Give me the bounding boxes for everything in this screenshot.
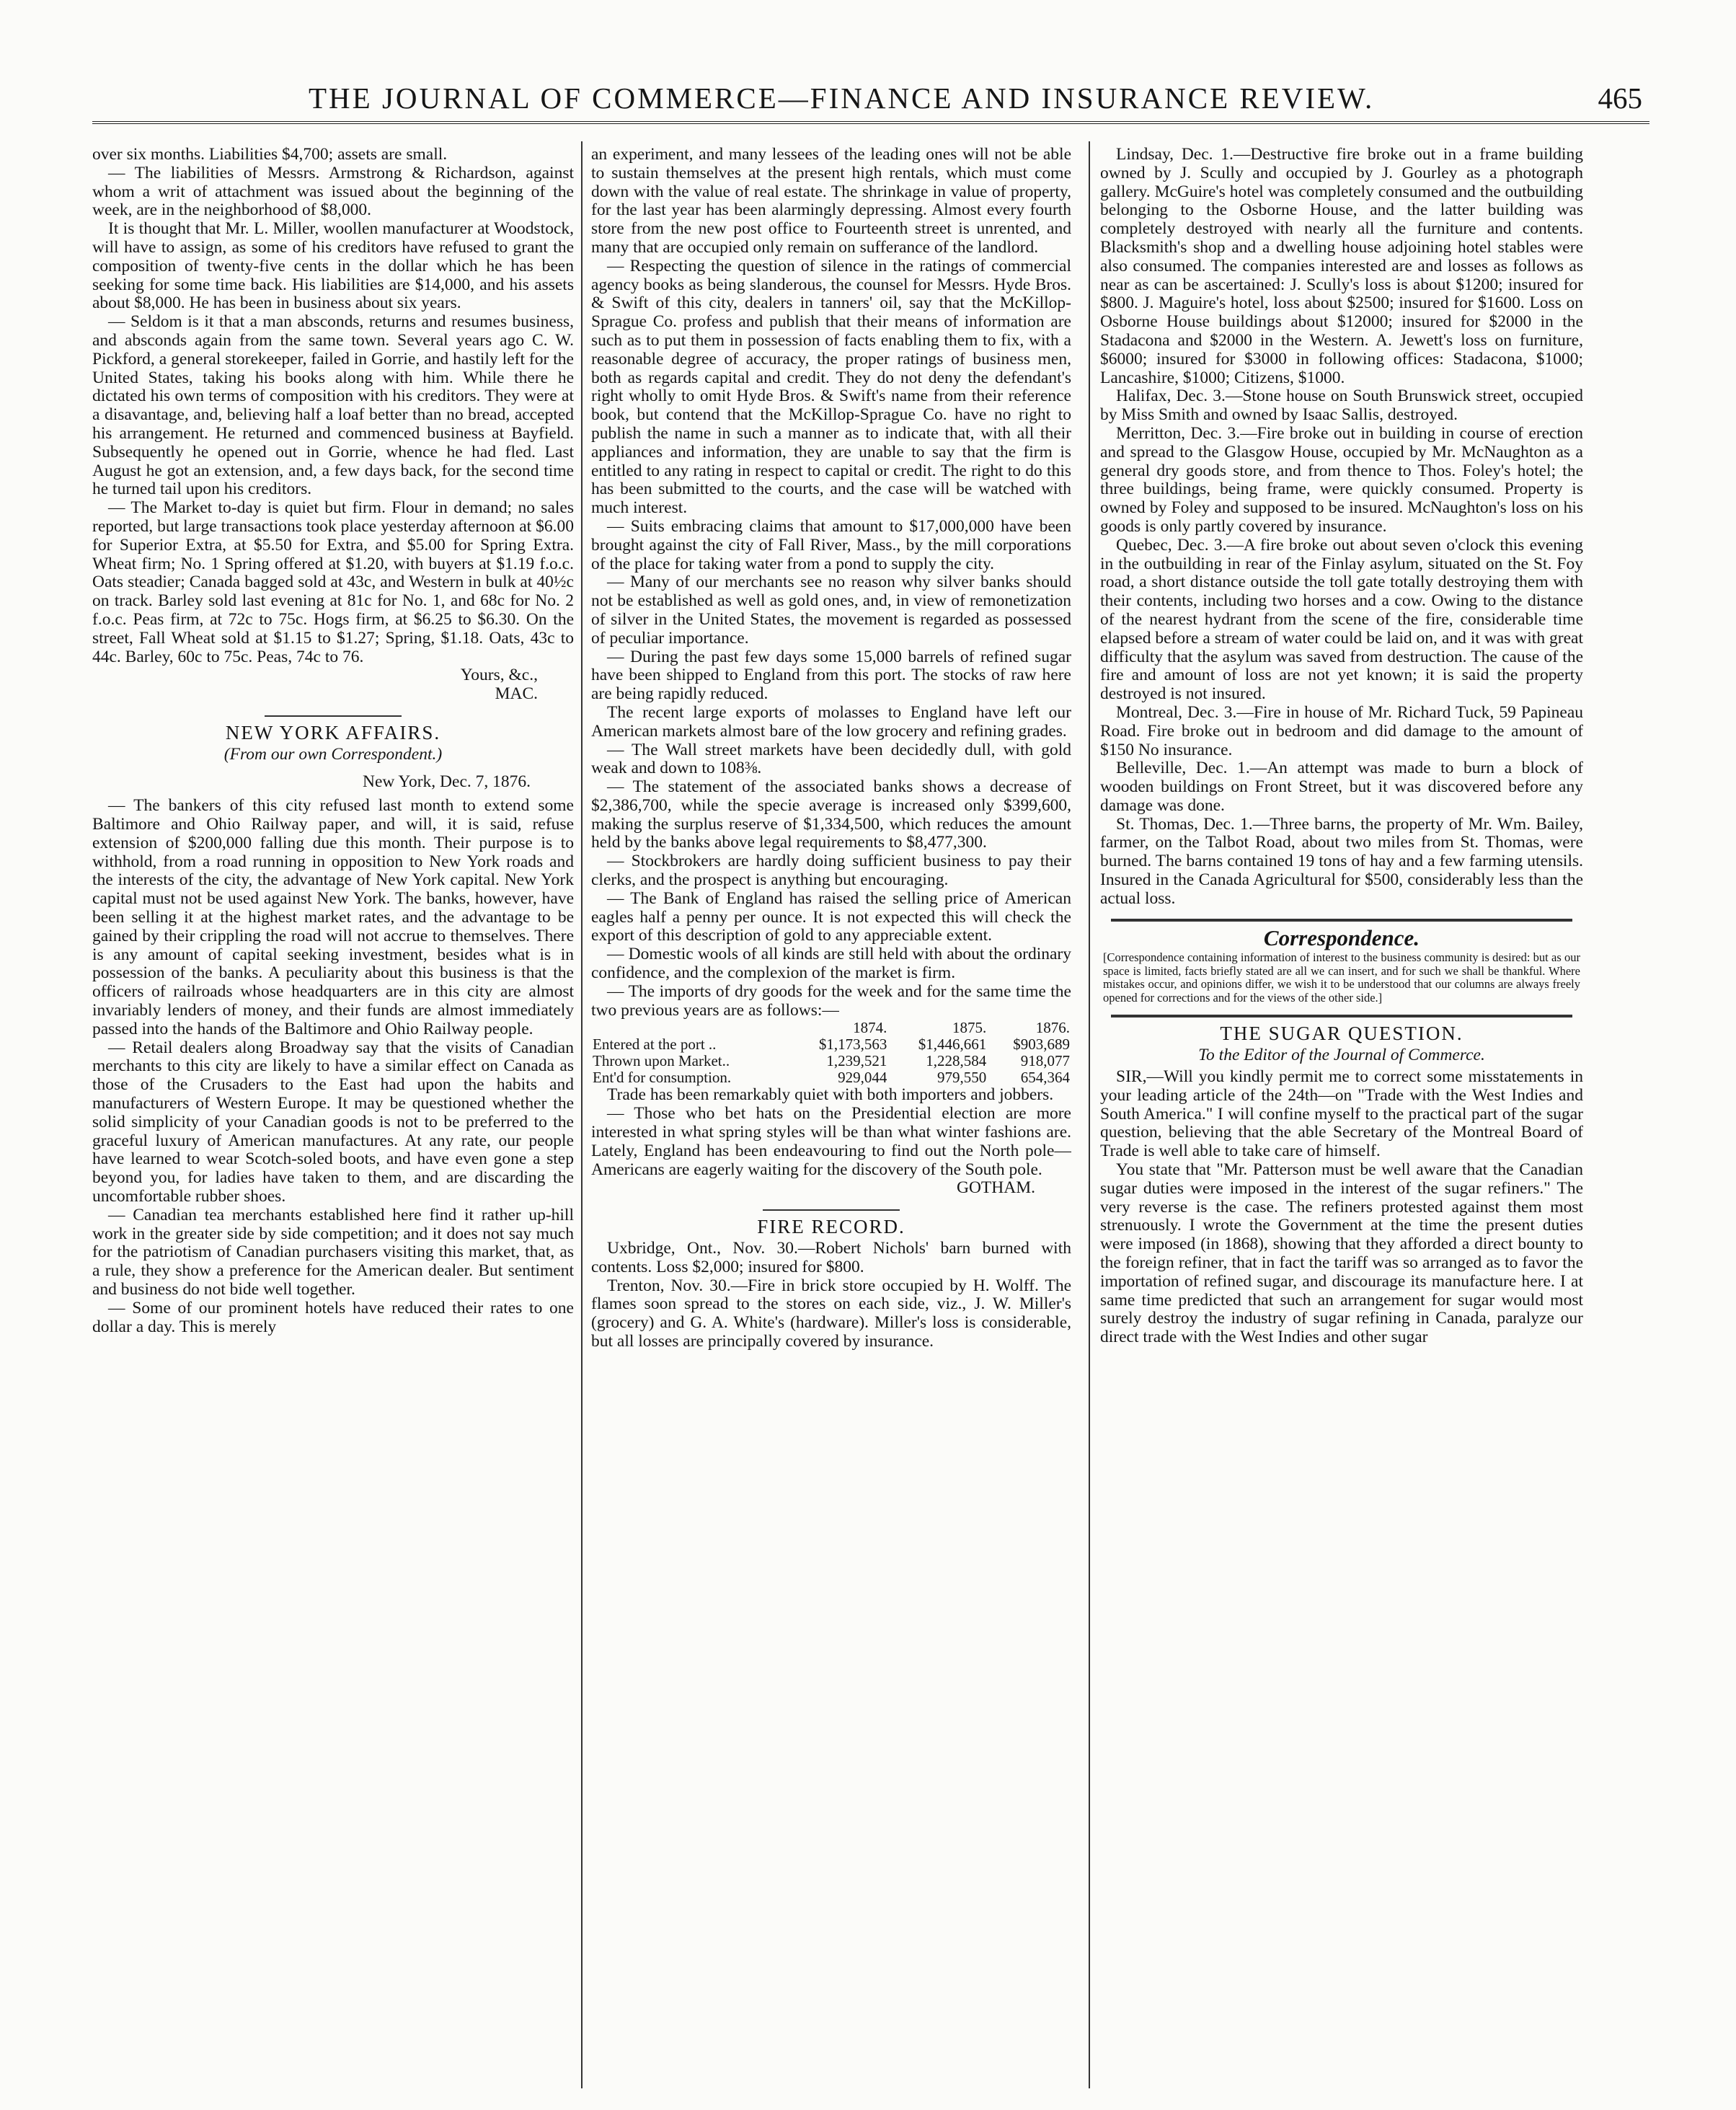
section-divider — [1111, 919, 1572, 922]
paragraph: an experiment, and many lessees of the leading ones will not be able to sustain themselves at the present high rentals, which must come down with the value of real estate. The shrinkage in value of property, for the last year has been alarmingly depressing. Almost every fourth store from the new post office to Fourteenth street is unrented, and many that are occupied only remain on sufferance of the landlord. — [591, 146, 1071, 257]
row-label: Entered at the port .. — [593, 1036, 717, 1054]
column-header: 1874. — [853, 1019, 887, 1037]
paragraph: — Canadian tea merchants established here find it rather up-hill work in the greater side by side competition; and it does not say much for the patriotism of Canadian purchasers visiting this market, that, as a rule, they show a preference for the American dealer. But sentiment and business do not bide well together. — [92, 1205, 574, 1299]
dateline: New York, Dec. 7, 1876. — [362, 772, 531, 791]
section-heading-new-york: NEW YORK AFFAIRS. — [225, 721, 441, 743]
market-report: — The Market to-day is quiet but firm. Flour in demand; no sales reported, but large transactions took place yesterday afternoon at $6.00 for Superior Extra, at $5.50 for Extra, and $5.00 for Spring Extra. Wheat firm; No. 1 Spring offered at $1.20, with buyers at $1.19 f.o.c. Oats steadier; Canada bagged sold at 43c, and Western in bulk at 40½c on track. Barley sold last evening at 81c for No. 1, and 68c for No. 2 f.o.c. Peas firm, at 72c to 75c. Hogs firm, at $6.25 to $6.30. On the street, Fall Wheat sold at $1.15 to $1.27; Spring, $1.18. Oats, 43c to 44c. Barley, 60c to 75c. Peas, 74c to 76. — [92, 498, 574, 666]
section-heading-sugar-question: THE SUGAR QUESTION. — [1220, 1023, 1463, 1045]
paragraph: — Retail dealers along Broadway say that the visits of Canadian merchants to this city are likely to have a similar effect on Canada as those of the Crusaders to the East had upon the habits and manufacturers of Western Europe. It may be questioned whether the solid simplicity of your Canadian goods is not to be preferred to the graceful luxury of American manufactures. At any rate, our people have learned to wear Scotch-soled boots, and have even gone a step beyond you, for ladies have taken to them, and are discarding the uncomfortable rubber shoes. — [92, 1038, 574, 1206]
fire-entry: Merritton, Dec. 3.—Fire broke out in building in course of erection and spread to the Glasgow House, occupied by Mr. McNaughton as a general dry goods store, and from thence to Thos. Foley's hotel; the three buildings, being frame, were quickly consumed. Property is owned by Foley and supposed to be insured. McNaughton's loss on his goods is only partly covered by insurance. — [1100, 423, 1583, 536]
column-rule — [1089, 141, 1090, 2088]
paragraph: — Some of our prominent hotels have reduced their rates to one dollar a day. This is merely — [92, 1298, 574, 1336]
paragraph: over six months. Liabilities $4,700; assets are small. — [92, 146, 448, 164]
table-row — [591, 1036, 1071, 1053]
paragraph: — Respecting the question of silence in the ratings of commercial agency books as being slanderous, the counsel for Messrs. Hyde Bros. & Swift of this city, dealers in tanners' oil, say that the McKillop-Sprague Co. profess and publish that their means of information are such as to put them in possession of facts enabling them to fix, with a reasonable degree of accuracy, the proper ratings of business men, both as regards capital and credit. They do not deny the defendant's right wholly to omit Hyde Bros. & Swift's name from their reference book, but contend that the McKillop-Sprague Co. have no right to publish the name in such a manner as to indicate that, with all their appliances and information, they are unable to say that the firm is entitled to any rating in respect to capital or credit. The right to do this has been submitted to the courts, and the case will be watched with much interest. — [591, 256, 1071, 518]
fire-entry: Belleville, Dec. 1.—An attempt was made to burn a block of wooden buildings on Front Street, but it was discovered before any damage was done. — [1100, 759, 1583, 815]
fire-entry: Uxbridge, Ont., Nov. 30.—Robert Nichols' barn burned with contents. Loss $2,000; insured for $800. — [591, 1239, 1071, 1276]
row-label: Ent'd for consumption. — [593, 1069, 732, 1087]
dry-goods-table — [591, 1020, 1071, 1086]
paragraph: Trade has been remarkably quiet with both importers and jobbers. — [607, 1085, 1054, 1105]
table-row — [591, 1069, 1071, 1086]
journal-title: THE JOURNAL OF COMMERCE—FINANCE AND INSURANCE REVIEW. — [309, 81, 1375, 115]
table-cell: 929,044 — [838, 1069, 887, 1087]
section-heading-fire-record: FIRE RECORD. — [757, 1216, 905, 1238]
paragraph: — During the past few days some 15,000 barrels of refined sugar have been shipped to England from this port. The stocks of raw here are being rapidly reduced. — [591, 647, 1071, 704]
signature: MAC. — [495, 684, 538, 704]
running-head — [92, 78, 1649, 124]
table-cell: 918,077 — [1020, 1052, 1070, 1070]
fire-entry: Lindsay, Dec. 1.—Destructive fire broke out in a frame building owned by J. Scully and occupied by J. Gourley as a photograph gallery. McGuire's hotel was completely consumed and the outbuilding belonging to the Osborne House, and the latter building was completely destroyed with nearly all the furniture and contents. Blacksmith's shop and a dwelling house adjoining hotel stables were also consumed. The companies interested are and losses as follows as near as can be ascertained: J. Scully's loss is about $1200; insured for $800. J. Maguire's hotel, loss about $2500; insured for $1600. Loss on Osborne House buildings about $12000; insured for $2000 in the Stadacona and $2000 in the Western. A. Jewett's loss on furniture, $6000; insured for $3000 in following offices: Stadacona, $1000; Lancashire, $1000; Citizens, $1000. — [1100, 146, 1583, 387]
fire-entry: Montreal, Dec. 3.—Fire in house of Mr. Richard Tuck, 59 Papineau Road. Fire broke out in bedroom and did damage to the amount of $150 No insurance. — [1100, 702, 1583, 759]
paragraph: The recent large exports of molasses to England have left our American markets almost bare of the low grocery and refining grades. — [591, 702, 1071, 741]
correspondence-notice: [Correspondence containing information of interest to the business community is desired: but as our space is limited, facts briefly stated are all we can insert, and for such we shall be thankful. Where mistakes occur, and opinions differ, we wish it to be understood that our columns are always freely opened for corrections and for the views of the other side.] — [1103, 950, 1580, 1005]
column-3 — [1100, 146, 1583, 2093]
fire-entry: St. Thomas, Dec. 1.—Three barns, the property of Mr. Wm. Bailey, farmer, on the Talbot Road, about two miles from St. Thomas, were burned. The barns contained 19 tons of hay and a few farming utensils. Insured in the Canada Agricultural for $500, considerably less than the actual loss. — [1100, 814, 1583, 908]
paragraph: — The Bank of England has raised the selling price of American eagles half a penny per ounce. It is not expected this will check the export of this description of gold to any appreciable extent. — [591, 888, 1071, 945]
paragraph: — Seldom is it that a man absconds, returns and resumes business, and absconds again from the same town. Several years ago C. W. Pickford, a general storekeeper, failed in Gorrie, and hastily left for the United States, taking his books along with him. While there he dictated his own terms of composition with his creditors. They were at a disavantage, and, believing half a loaf better than no bread, accepted his arrangement. He returned and commenced business at Bayfield. Subsequently he opened out in Gorrie, whence he had fled. Last August he got an extension, and, a few days back, for the second time he turned tail upon his creditors. — [92, 312, 574, 499]
table-row — [591, 1053, 1071, 1069]
paragraph: — Domestic wools of all kinds are still held with about the ordinary confidence, and the complexion of the market is firm. — [591, 945, 1071, 983]
paragraph: — Many of our merchants see no reason why silver banks should not be established as well as gold ones, and, in view of remonetization of silver in the United States, the movement is regarded as possessed of peculiar importance. — [591, 573, 1071, 648]
paragraph: — The liabilities of Messrs. Armstrong & Richardson, against whom a writ of attachment was issued about the beginning of the week, are in the neighborhood of $8,000. — [92, 163, 574, 220]
column-rule — [581, 141, 583, 2088]
paragraph: — The Wall street markets have been decidedly dull, with gold weak and down to 108⅜. — [591, 740, 1071, 778]
signoff: Yours, &c., — [460, 666, 538, 685]
column-header: 1875. — [952, 1019, 987, 1037]
page-number: 465 — [1598, 81, 1642, 115]
paragraph: — The imports of dry goods for the week and for the same time the two previous years are as follows:— — [591, 981, 1071, 1020]
table-cell: 654,364 — [1020, 1069, 1070, 1087]
paragraph: — The bankers of this city refused last month to extend some Baltimore and Ohio Railway paper, and will, it is said, refuse extension of $200,000 falling due this month. Their purpose is to withhold, from a road running in opposition to New York roads and the interests of the city, the advantage of New York capital. New York capital must not be used against New York. The banks, however, have been selling it at the highest market rates, and the advantage to be gained by their crippling the road will not accrue to themselves. There is any amount of capital seeking investment, besides what is in possession of the banks. A peculiarity about this business is that the officers of railroads whose headquarters are in this city are almost invariably lenders of money, and their funds are almost immediately passed into the hands of the Baltimore and Ohio Railway people. — [92, 796, 574, 1038]
paragraph: You state that "Mr. Patterson must be well aware that the Canadian sugar duties were imposed in the interest of the sugar refiners." The very reverse is the case. The refiners protested against them most strenuously. I wrote the Government at the time the present duties were imposed (in 1868), showing that they afforded a direct bounty to the foreign refiner, that in fact the tariff was so arranged as to favor the importation of refined sugar, and discourage its manufacture here. I at same time predicted that such an arrangement for sugar would most surely destroy the industry of sugar refining in Canada, paralyze our direct trade with the West Indies and other sugar — [1100, 1160, 1583, 1347]
paragraph: — Stockbrokers are hardly doing sufficient business to pay their clerks, and the prospect is anything but encouraging. — [591, 852, 1071, 890]
column-1 — [92, 146, 574, 2093]
section-divider — [1111, 1015, 1572, 1018]
column-header: 1876. — [1035, 1019, 1070, 1037]
paragraph: It is thought that Mr. L. Miller, woollen manufacturer at Woodstock, will have to assign, as some of his creditors have refused to grant the composition of twenty-five cents in the dollar which he has been seeking for some time back. His liabilities are $14,000, and his assets about $8,000. He has been in business about six years. — [92, 219, 574, 313]
fire-entry: Trenton, Nov. 30.—Fire in brick store occupied by H. Wolff. The flames soon spread to the stores on each side, viz., J. W. Miller's (grocery) and G. A. White's (hardware). Miller's loss is considerable, but all losses are principally covered by insurance. — [591, 1276, 1071, 1351]
fire-entry: Halifax, Dec. 3.—Stone house on South Brunswick street, occupied by Miss Smith and owned by Isaac Sallis, destroyed. — [1100, 387, 1583, 425]
table-cell: 1,228,584 — [926, 1052, 987, 1070]
letter-salutation-line: To the Editor of the Journal of Commerce. — [1198, 1046, 1485, 1065]
table-header-row — [591, 1020, 1071, 1036]
table-cell: $903,689 — [1013, 1036, 1070, 1054]
table-cell: $1,173,563 — [818, 1036, 887, 1054]
fire-entry: Quebec, Dec. 3.—A fire broke out about seven o'clock this evening in the outbuilding in rear of the Finlay asylum, situated on the St. Foy road, a short distance outside the toll gate totally destroying them with their contents, including two horses and a cow. Owing to the distance of the nearest hydrant from the scene of the fire, considerable time elapsed before a stream of water could be laid on, and it was with great difficulty that the asylum was saved from destruction. The cause of the fire and amount of loss are not yet known; it is said the property destroyed is not insured. — [1100, 535, 1583, 704]
paragraph: — Suits embracing claims that amount to $17,000,000 have been brought against the city of Fall River, Mass., by the mill corporations of the place for taking water from a pond to supply the city. — [591, 516, 1071, 573]
section-divider — [763, 1209, 900, 1211]
section-subheading: (From our own Correspondent.) — [223, 744, 443, 764]
signature: GOTHAM. — [956, 1178, 1035, 1198]
row-label: Thrown upon Market.. — [593, 1052, 730, 1070]
column-2 — [591, 146, 1071, 2093]
section-divider — [265, 715, 402, 717]
section-heading-correspondence: Correspondence. — [1263, 924, 1420, 950]
paragraph: SIR,—Will you kindly permit me to correct some misstatements in your leading article of the 24th—on "Trade with the West Indies and South America." I will confine myself to the practical part of the sugar question, believing that the able Secretary of the Montreal Board of Trade is well able to take care of himself. — [1100, 1067, 1583, 1161]
paragraph: — The statement of the associated banks shows a decrease of $2,386,700, while the specie average is increased only $399,600, making the surplus reserve of $1,334,500, which reduces the amount held by the banks above legal requirements to $8,477,300. — [591, 777, 1071, 852]
table-cell: 1,239,521 — [826, 1052, 887, 1070]
table-cell: $1,446,661 — [918, 1036, 987, 1054]
paragraph: — Those who bet hats on the Presidential election are more interested in what spring styles will be than what winter fashions are. Lately, England has been endeavouring to find out the North pole—Americans are eagerly waiting for the discovery of the South pole. — [591, 1104, 1071, 1179]
table-cell: 979,550 — [936, 1069, 987, 1087]
